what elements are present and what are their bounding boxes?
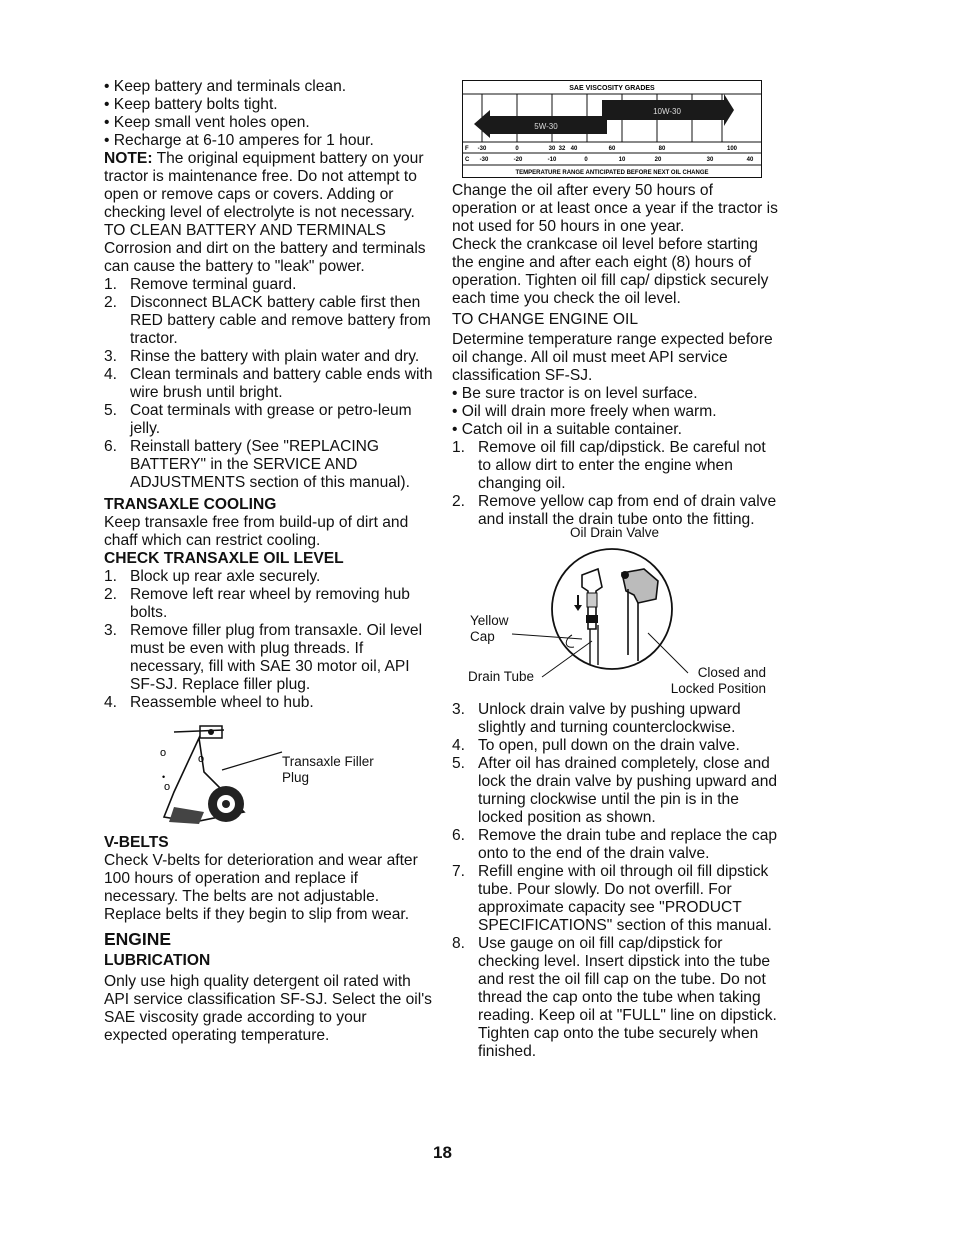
- svg-text:F: F: [465, 146, 469, 152]
- list-item: 1. Block up rear axle securely.: [104, 568, 321, 585]
- list-item: 2. Disconnect BLACK battery cable first then RED battery cable and remove battery from tractor.: [104, 294, 431, 347]
- svg-text:40: 40: [570, 146, 578, 152]
- list-item: 6. Reinstall battery (See "REPLACING BATTERY" in the SERVICE AND ADJUSTMENTS section of this manual).: [104, 438, 410, 491]
- list-item: 2. Remove yellow cap from end of drain valve and install the drain tube onto the fitting.: [452, 493, 777, 528]
- list-item: 3. Unlock drain valve by pushing upward slightly and turning counterclockwise.: [452, 701, 741, 736]
- list-item: 4. To open, pull down on the drain valve.: [452, 737, 740, 754]
- transaxle-cooling-heading: TRANSAXLE COOLING: [104, 496, 277, 513]
- grade-5w30-label: 5W-30: [534, 122, 558, 131]
- svg-text:•: •: [162, 772, 166, 782]
- yellow-cap-label: Yellow Cap: [470, 613, 509, 644]
- svg-text:o: o: [160, 747, 167, 759]
- bullet-item: • Be sure tractor is on level surface.: [452, 385, 698, 402]
- svg-text:30: 30: [706, 157, 714, 163]
- clean-battery-intro: Corrosion and dirt on the battery and terminals can cause the battery to "leak" power.: [104, 240, 426, 275]
- svg-text:-30: -30: [477, 146, 487, 152]
- oil-drain-valve-figure: [452, 525, 782, 701]
- svg-text:o: o: [164, 781, 171, 793]
- svg-text:-20: -20: [513, 157, 523, 163]
- change-engine-oil-heading: TO CHANGE ENGINE OIL: [452, 311, 639, 328]
- drain-tube-label: Drain Tube: [468, 669, 535, 684]
- figure-title: Oil Drain Valve: [570, 525, 660, 540]
- list-item: 3. Rinse the battery with plain water and dry.: [104, 348, 420, 365]
- list-item: 2. Remove left rear wheel by removing hub bolts.: [104, 586, 410, 621]
- list-item: 7. Refill engine with oil through oil fill dipstick tube. Pour slowly. Do not overfill. For approximate capacity see "PRODUCT SPECIFICATIONS" section of this manual.: [452, 863, 772, 934]
- list-item: 1. Remove terminal guard.: [104, 276, 297, 293]
- chart-title: SAE VISCOSITY GRADES: [569, 85, 655, 92]
- closed-locked-label: Closed and Locked Position: [670, 665, 766, 696]
- right-column: [452, 182, 782, 1061]
- svg-text:-30: -30: [479, 157, 489, 163]
- transaxle-illustration: [104, 712, 434, 834]
- transaxle-filler-label: Transaxle Filler Plug: [282, 754, 374, 785]
- svg-text:0: 0: [584, 157, 588, 163]
- transaxle-filler-figure: [104, 712, 434, 834]
- list-item: 1. Remove oil fill cap/dipstick. Be careful not to allow dirt to enter the engine when changing oil.: [452, 439, 766, 492]
- list-item: 3. Remove filler plug from transaxle. Oil level must be even with plug threads. If necessary, fill with SAE 30 motor oil, API SF-SJ. Replace filler plug.: [104, 622, 423, 693]
- svg-text:100: 100: [726, 146, 738, 152]
- list-item: 8. Use gauge on oil fill cap/dipstick for checking level. Insert dipstick into the tube and rest the oil fill cap on the tube. Do not thread the cap onto the tube when taking reading. Keep oil at "FULL" line on dipstick. Tighten cap onto the tube securely when finished.: [452, 935, 777, 1060]
- vbelts-heading: V-BELTS: [104, 834, 169, 851]
- bullet-item: • Keep small vent holes open.: [104, 114, 310, 131]
- transaxle-cooling-text: Keep transaxle free from build-up of dirt and chaff which can restrict cooling.: [104, 514, 409, 549]
- engine-heading: ENGINE: [104, 929, 172, 949]
- svg-text:80: 80: [658, 146, 666, 152]
- svg-text:20: 20: [654, 157, 662, 163]
- battery-note: NOTE: The original equipment battery on your tractor is maintenance free. Do not attempt to open or remove caps or covers. Adding or checking level of electrolyte is not necessary.: [104, 150, 424, 221]
- svg-text:60: 60: [608, 146, 616, 152]
- clean-battery-heading: TO CLEAN BATTERY AND TERMINALS: [104, 222, 386, 239]
- svg-text:o: o: [198, 753, 205, 765]
- svg-text:-10: -10: [547, 157, 557, 163]
- svg-text:30: 30: [548, 146, 556, 152]
- change-oil-text: Change the oil after every 50 hours of operation or at least once a year if the tractor is not used for 50 hours in one year.: [452, 182, 778, 235]
- determine-text: Determine temperature range expected before oil change. All oil must meet API service classification SF-SJ.: [452, 331, 773, 384]
- page-number: 18: [433, 1143, 452, 1162]
- bullet-item: • Catch oil in a suitable container.: [452, 421, 682, 438]
- svg-text:C: C: [465, 157, 470, 163]
- svg-text:32: 32: [558, 146, 566, 152]
- svg-text:10: 10: [618, 157, 626, 163]
- list-item: 4. Reassemble wheel to hub.: [104, 694, 314, 711]
- svg-text:0: 0: [515, 146, 519, 152]
- left-column: [104, 78, 434, 1045]
- lubrication-heading: LUBRICATION: [104, 952, 211, 969]
- chart-footer: TEMPERATURE RANGE ANTICIPATED BEFORE NEXT OIL CHANGE: [515, 170, 709, 176]
- vbelts-text: Check V-belts for deterioration and wear after 100 hours of operation and replace if necessary. The belts are not adjustable. Replace belts if they begin to slip from wear.: [104, 852, 418, 923]
- grade-10w30-label: 10W-30: [653, 107, 681, 116]
- bullet-item: • Oil will drain more freely when warm.: [452, 403, 717, 420]
- list-item: 5. Coat terminals with grease or petro-leum jelly.: [104, 402, 412, 437]
- check-transaxle-oil-heading: CHECK TRANSAXLE OIL LEVEL: [104, 550, 344, 567]
- bullet-item: • Keep battery bolts tight.: [104, 96, 278, 113]
- check-oil-text: Check the crankcase oil level before starting the engine and after each eight (8) hours of operation. Tighten oil fill cap/ dipstick securely each time you check the oil level.: [452, 236, 769, 307]
- bullet-item: • Keep battery and terminals clean.: [104, 78, 347, 95]
- sae-viscosity-chart: [462, 80, 762, 178]
- list-item: 4. Clean terminals and battery cable ends with wire brush until bright.: [104, 366, 433, 401]
- lubrication-text: Only use high quality detergent oil rated with API service classification SF-SJ. Select the oil's SAE viscosity grade according to your expected operating temperature.: [104, 973, 432, 1044]
- list-item: 6. Remove the drain tube and replace the cap onto to the end of the drain valve.: [452, 827, 778, 862]
- list-item: 5. After oil has drained completely, close and lock the drain valve by pushing upward and turning clockwise until the pin is in the locked position as shown.: [452, 755, 778, 826]
- svg-text:40: 40: [746, 157, 754, 163]
- bullet-item: • Recharge at 6-10 amperes for 1 hour.: [104, 132, 374, 149]
